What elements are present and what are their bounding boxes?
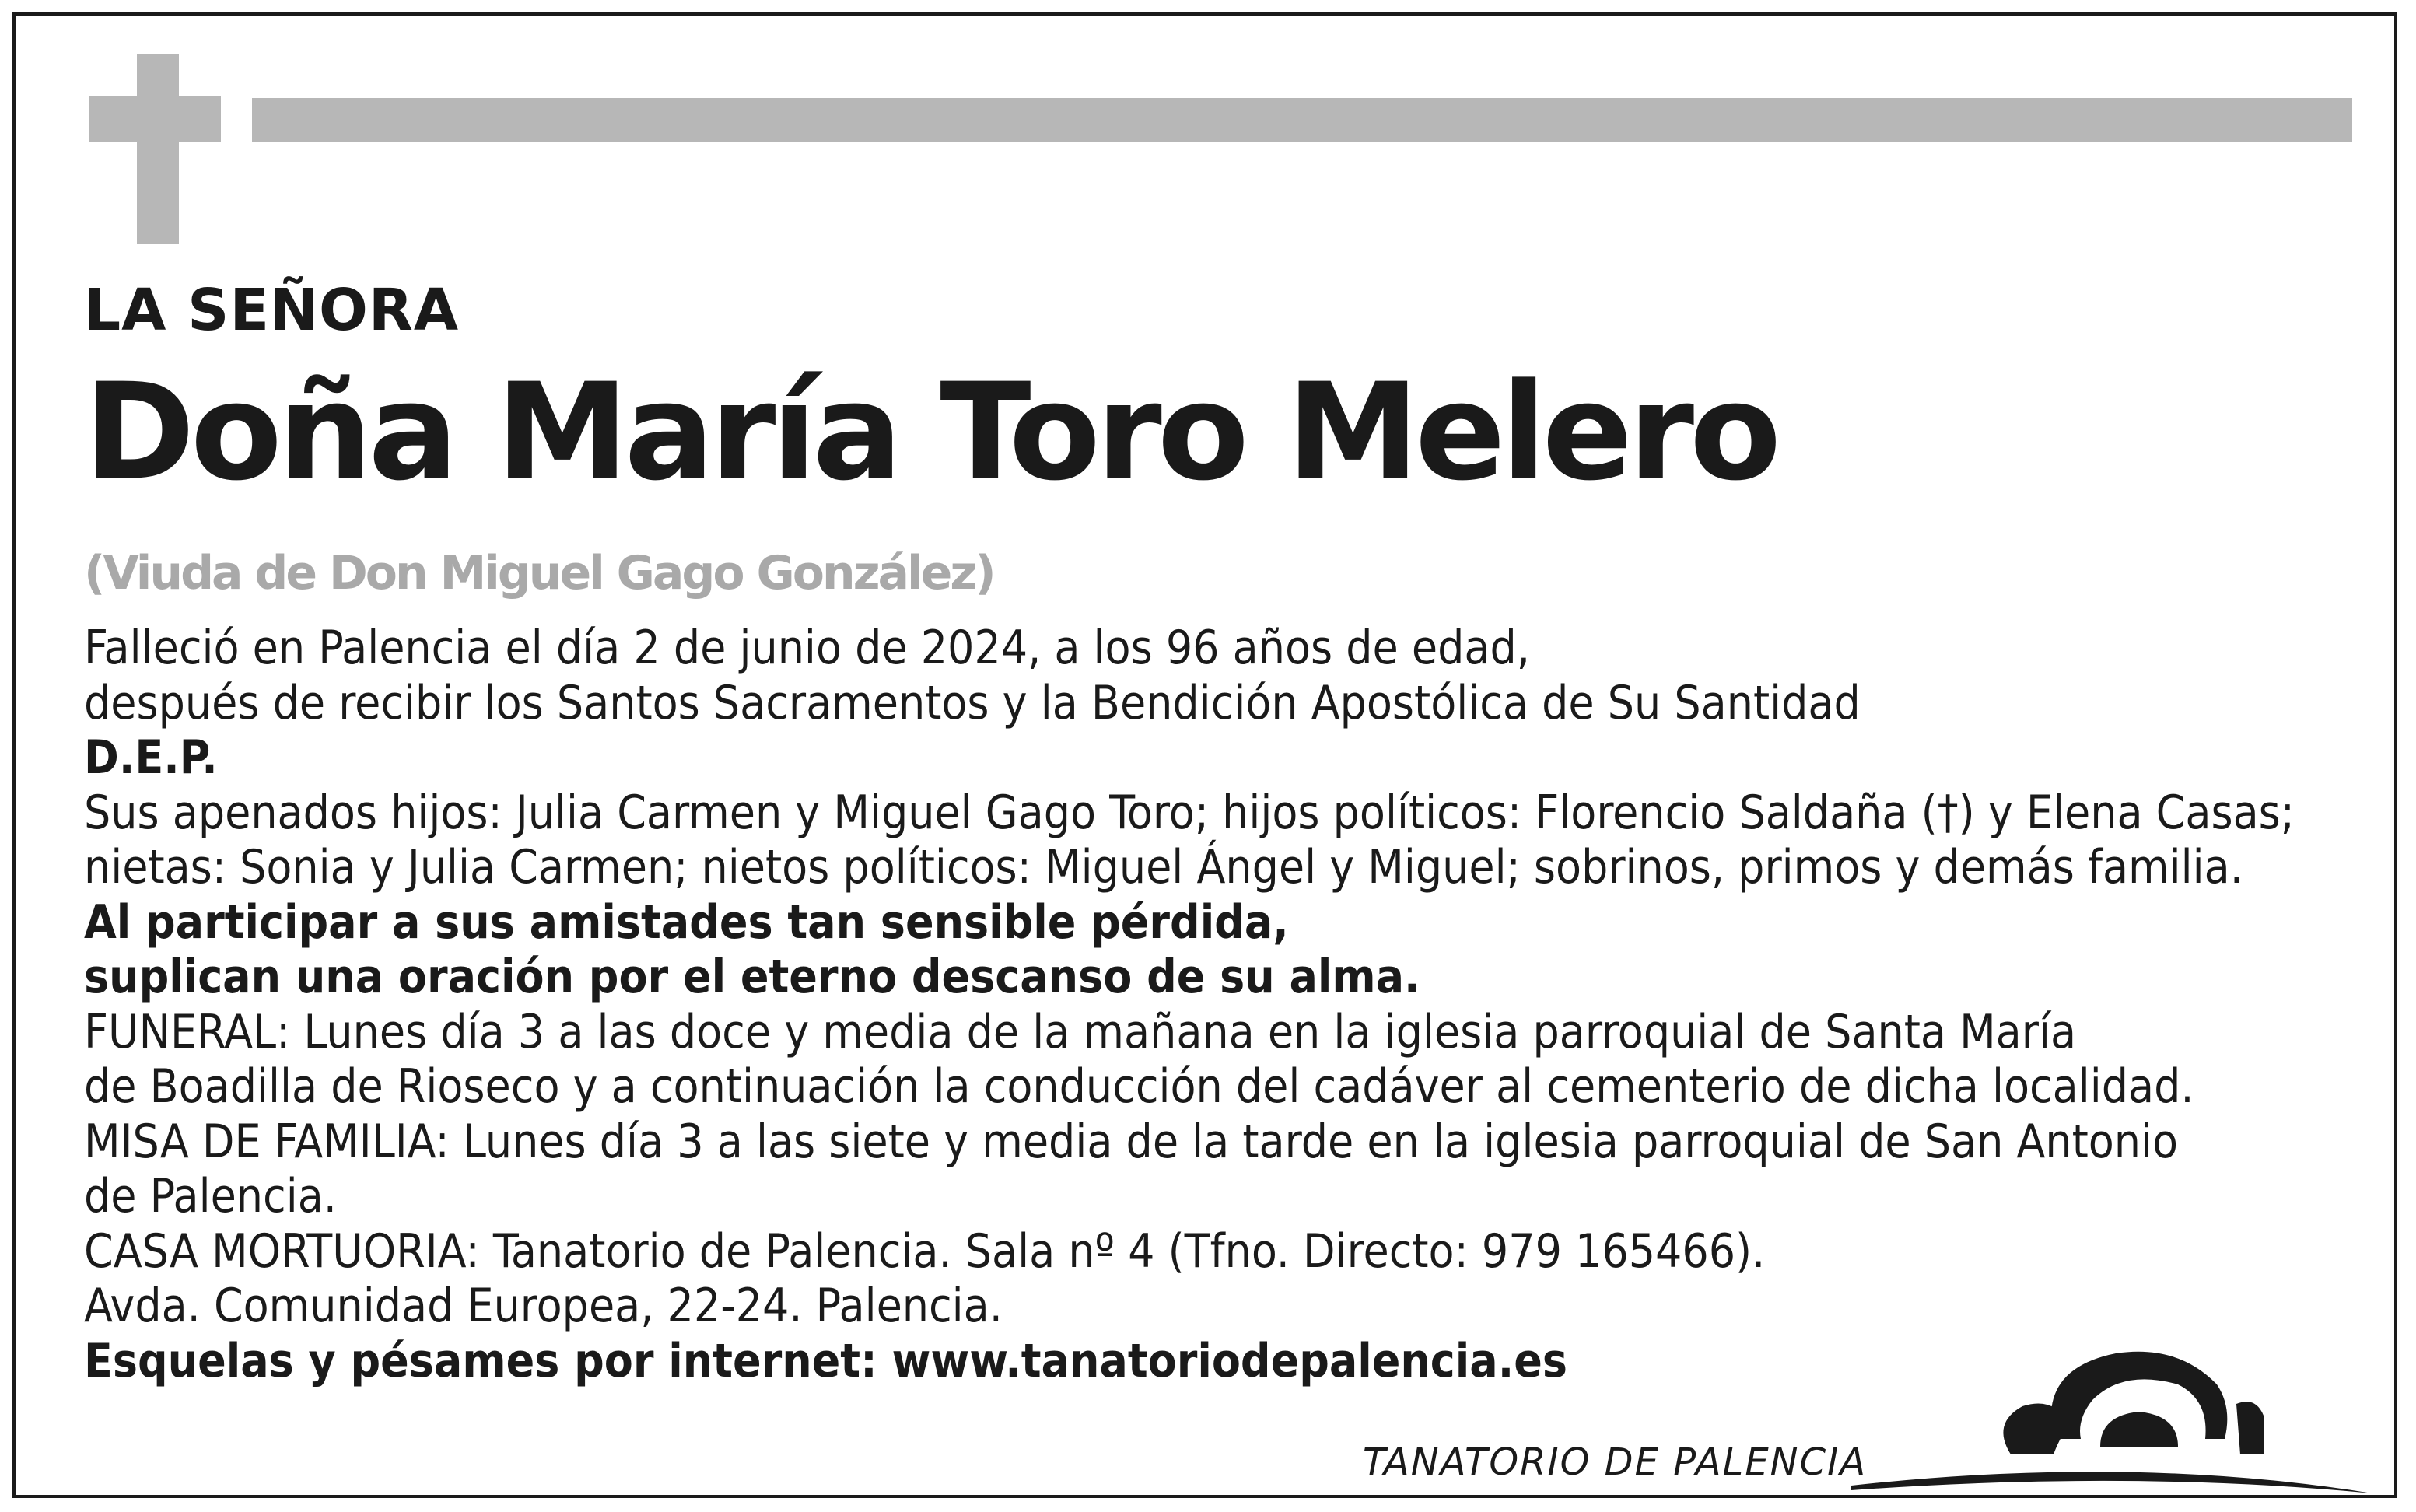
internet-line: Esquelas y pésames por internet: www.tanatoriodepalencia.es xyxy=(84,1333,1567,1388)
mass-line: MISA DE FAMILIA: Lunes día 3 a las siete y media de la tarde en la iglesia parroquial de San Antonio xyxy=(84,1114,2178,1169)
funeral-line: de Boadilla de Rioseco y a continuación la conducción del cadáver al cementerio de dicha localidad. xyxy=(84,1059,2194,1114)
header-rule xyxy=(252,98,2352,142)
family-line: nietas: Sonia y Julia Carmen; nietos políticos: Miguel Ángel y Miguel; sobrinos, primos y demás familia. xyxy=(84,840,2243,894)
dep-line: D.E.P. xyxy=(84,730,218,785)
widow-note: (Viuda de Don Miguel Gago González) xyxy=(84,546,994,600)
honorific-title: LA SEÑORA xyxy=(84,277,460,344)
mass-line: de Palencia. xyxy=(84,1169,337,1223)
funeral-line: FUNERAL: Lunes día 3 a las doce y media de la mañana en la iglesia parroquial de Santa María xyxy=(84,1004,2077,1059)
tanatorio-logo-text: TANATORIO DE PALENCIA xyxy=(1363,1440,1868,1484)
house-line: Avda. Comunidad Europea, 22-24. Palencia. xyxy=(84,1279,1003,1333)
deceased-name: Doña María Toro Melero xyxy=(84,354,1777,510)
house-line: CASA MORTUORIA: Tanatorio de Palencia. Sala nº 4 (Tfno. Directo: 979 165466). xyxy=(84,1223,1766,1279)
request-line: Al participar a sus amistades tan sensible pérdida, xyxy=(84,894,1289,950)
death-line: Falleció en Palencia el día 2 de junio de 2024, a los 96 años de edad, xyxy=(84,621,1530,675)
obituary-body xyxy=(84,621,2371,1388)
family-line: Sus apenados hijos: Julia Carmen y Miguel Gago Toro; hijos políticos: Florencio Saldaña (†) y Elena Casas; xyxy=(84,785,2295,840)
death-line: después de recibir los Santos Sacramentos y la Bendición Apostólica de Su Santidad xyxy=(84,675,1861,730)
request-line: suplican una oración por el eterno descanso de su alma. xyxy=(84,950,1420,1004)
